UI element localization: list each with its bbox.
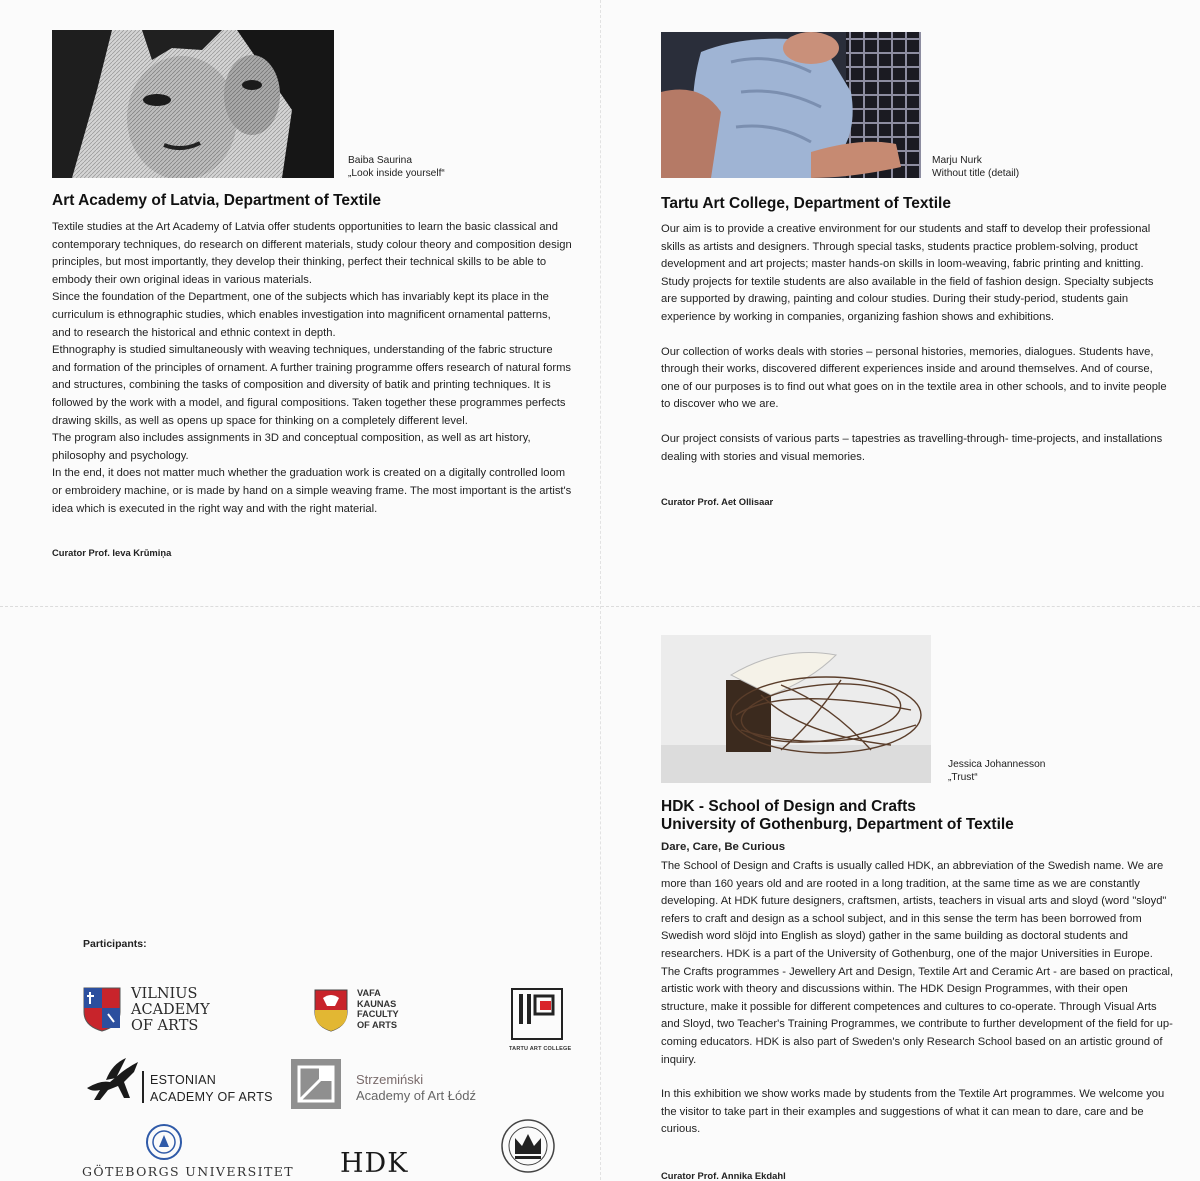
estonian-divider xyxy=(142,1071,144,1103)
pegasus-icon xyxy=(82,1058,142,1102)
tartu-photo-caption xyxy=(932,154,1019,180)
tartu-curator: Curator Prof. Aet Ollisaar xyxy=(661,496,774,507)
latvia-curator: Curator Prof. Ieva Krūmiņa xyxy=(52,547,172,558)
kaunas-line: VAFA xyxy=(357,988,381,998)
vilnius-line: ACADEMY xyxy=(131,1002,210,1018)
fold-line-vertical xyxy=(600,0,601,1180)
hdk-artist-name: Jessica Johannesson xyxy=(948,759,1046,770)
goteborg-logo-text: GÖTEBORGS UNIVERSITET xyxy=(82,1164,294,1179)
vilnius-crest-icon xyxy=(82,986,122,1032)
strzeminski-logo xyxy=(291,1059,341,1109)
kaunas-line: FACULTY xyxy=(357,1009,399,1019)
latvia-body-text xyxy=(52,219,572,518)
tartu-paragraph: Our project consists of various parts – tapestries as travelling-through- time-projects, and installations dealing with stories and visual memories. xyxy=(661,432,1163,463)
latvia-paragraph: Since the foundation of the Department, one of the subjects which has invariably kept its place in the curriculum is ethnographic studies, which enables investigation into magnificent ornamental patterns, and to research the historical and ethnic context in depth. xyxy=(52,291,551,339)
latvia-paragraph: In the end, it does not matter much whether the graduation work is created on a digitally controlled loom or embroidery machine, or is made by hand on a simple weaving frame. The most important is the artist's idea which is executed in the right way and with the right material. xyxy=(52,467,572,515)
participants-label: Participants: xyxy=(83,938,147,950)
estonian-logo xyxy=(82,1058,142,1107)
tartu-artwork-title: Without title (detail) xyxy=(932,168,1020,179)
strzeminski-mark-icon xyxy=(291,1059,341,1109)
hdk-section-title xyxy=(661,798,1014,834)
hdk-body-text xyxy=(661,858,1176,1139)
hdk-curator: Curator Prof. Annika Ekdahl xyxy=(661,1170,786,1181)
latvia-artist-name: Baiba Saurina xyxy=(348,155,413,166)
latvia-paragraph: The program also includes assignments in 3D and conceptual composition, as well as art history, philosophy and psychology. xyxy=(52,432,531,462)
goteborg-logo xyxy=(145,1123,183,1166)
latvia-section-title: Art Academy of Latvia, Department of Textile xyxy=(52,192,382,209)
strzeminski-line: Academy of Art Łódź xyxy=(356,1088,476,1103)
hdk-logo-text: HDK xyxy=(340,1148,409,1179)
tartu-body-text xyxy=(661,221,1171,466)
strzeminski-logo-text xyxy=(356,1072,476,1104)
crown-seal-icon xyxy=(500,1118,556,1174)
hdk-title-line1: HDK - School of Design and Crafts xyxy=(661,798,916,815)
latvia-paragraph: Ethnography is studied simultaneously with weaving techniques, understanding of the fabric structure and formation of the principles of ornament. A further training programme offers research of natural forms and structures, combining the tasks of composition and diversity of batik and printing techniques. It is followed by the work with a model, and figural compositions. Taken together these programmes perfects drawing skills, as well as opens up space for thinking on a completely different level. xyxy=(52,344,572,427)
kaunas-crest-icon xyxy=(313,988,349,1032)
hdk-paragraph: The School of Design and Crafts is usually called HDK, an abbreviation of the Swedish name. We are more than 160 years old and are rooted in a long tradition, at the same time as we are constantly developing. At HDK future designers, craftsmen, artists, teachers in visual arts and sloyd (word "sloyd" refers to craft and design as a school subject, and in this sense the term has been borrowed from Swedish word slöjd into English as sloyd) gather in the same building as doctoral students and researchers. HDK is a part of the University of Gothenburg, one of the major Universities in Europe. xyxy=(661,860,1167,960)
hdk-photo-caption xyxy=(948,758,1045,784)
latvia-artwork-photo xyxy=(52,30,334,178)
latvia-artwork-title: „Look inside yourself“ xyxy=(348,168,445,179)
tartu-paragraph: Our aim is to provide a creative environment for our students and staff to develop their professional skills as artists and designers. Through special tasks, students practice problem-solving, product development and art projects; master hands-on skills in loom-weaving, fabric printing and knitting. Study projects for textile students are also available in the field of fashion design. Specialty subjects are supported by drawing, painting and colour studies. During their study-period, students gain experience by working in companies, organizing fashion shows and exhibitions. xyxy=(661,223,1154,323)
tartu-artist-name: Marju Nurk xyxy=(932,155,982,166)
estonian-line: ACADEMY OF ARTS xyxy=(150,1090,273,1104)
tartu-college-logo xyxy=(511,988,563,1040)
latvia-paragraph: Textile studies at the Art Academy of Latvia offer students opportunities to learn the basic classical and contemporary techniques, do research on different materials, study colour theory and composition design principles, but most importantly, they develop their thinking, perfect their technical skills to be able to embody their own original ideas in various materials. xyxy=(52,221,572,286)
hdk-paragraph: The Crafts programmes - Jewellery Art and Design, Textile Art and Ceramic Art - are based on practical, artistic work with theory and discussions within. The HDK Design Programmes, with their open structure, make it possible for different competences and cultures to co-operate. Through Visual Arts and Sloyd, two Teacher's Training Programmes, we contribute to further development of the field for up-coming educators. HDK is also part of Sweden's only Research School based on an artistic ground of inquiry. xyxy=(661,965,1174,1066)
vilnius-line: OF ARTS xyxy=(131,1018,199,1034)
tartu-section-title: Tartu Art College, Department of Textile xyxy=(661,195,951,212)
vilnius-logo-text xyxy=(131,986,210,1034)
latvian-academy-seal xyxy=(500,1118,556,1179)
kaunas-logo-text xyxy=(357,988,399,1030)
kaunas-logo xyxy=(313,988,349,1037)
strzeminski-line: Strzemiński xyxy=(356,1072,424,1087)
hdk-paragraph: In this exhibition we show works made by students from the Textile Art programmes. We welcome you the visitor to take part in their examples and suggestions of what it can mean to dare, care and be curious. xyxy=(661,1088,1165,1136)
kaunas-line: OF ARTS xyxy=(357,1019,397,1030)
tartu-college-logo-text: TARTU ART COLLEGE xyxy=(509,1046,572,1052)
estonian-logo-text xyxy=(150,1072,273,1106)
estonian-line: ESTONIAN xyxy=(150,1073,217,1087)
tartu-artwork-photo xyxy=(661,32,921,178)
goteborg-seal-icon xyxy=(145,1123,183,1161)
hdk-title-line2: University of Gothenburg, Department of Textile xyxy=(661,816,1014,833)
hdk-artwork-photo xyxy=(661,635,931,783)
kaunas-line: KAUNAS xyxy=(357,998,397,1009)
tartu-paragraph: Our collection of works deals with stories – personal histories, memories, dialogues. Students have, through their works, discovered different experiences inside and around themselves. And of course, one of our purposes is to find out what goes on in the textile area in other schools, and to invite people to discover who we are. xyxy=(661,345,1167,411)
latvia-photo-caption xyxy=(348,154,445,180)
hdk-subtitle: Dare, Care, Be Curious xyxy=(661,841,786,853)
tartu-logo-mark-icon xyxy=(513,992,561,1028)
vilnius-logo xyxy=(82,986,122,1037)
hdk-artwork-title: „Trust“ xyxy=(948,772,978,783)
vilnius-line: VILNIUS xyxy=(131,986,198,1002)
